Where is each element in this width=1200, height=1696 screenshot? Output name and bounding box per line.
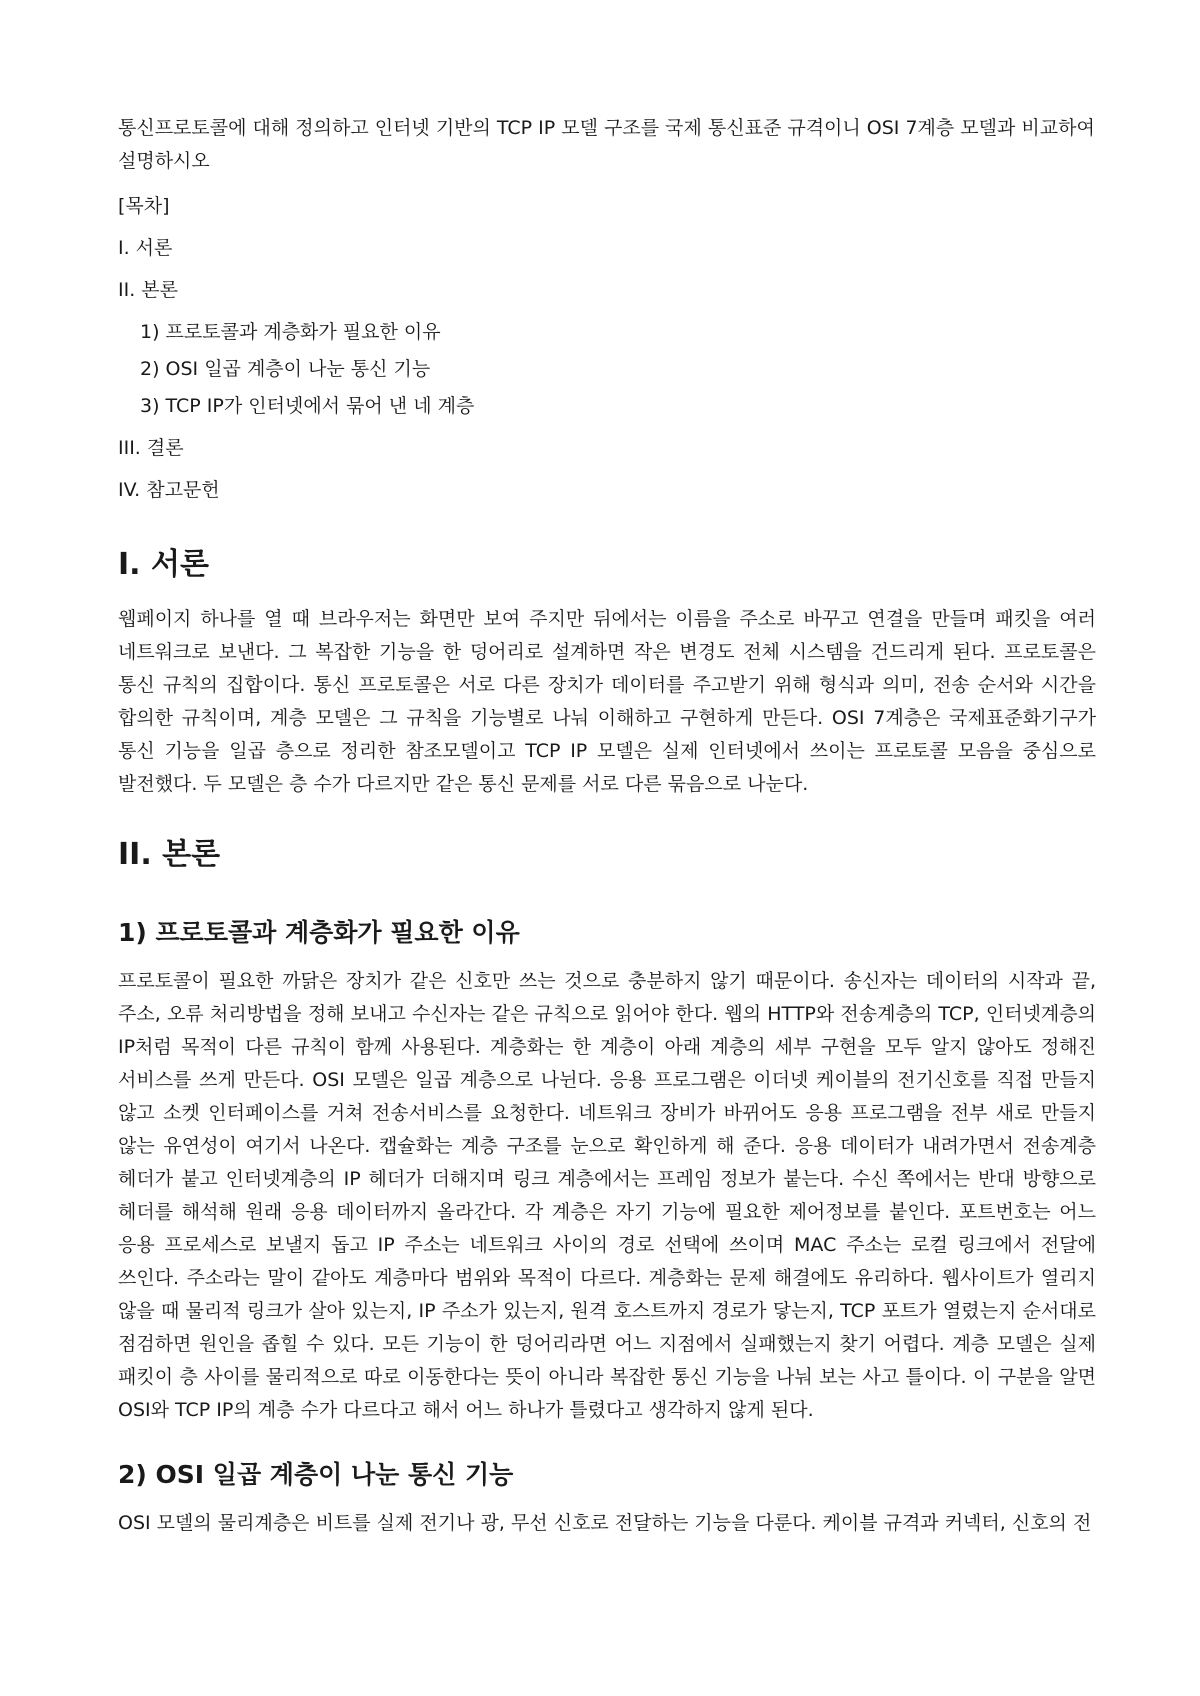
toc-subitem-3: 3) TCP IP가 인터넷에서 묶어 낸 네 계층 (140, 395, 475, 417)
intro-paragraph: 웹페이지 하나를 열 때 브라우저는 화면만 보여 주지만 뒤에서는 이름을 주소로 바꾸고 연결을 만들며 패킷을 여러 네트워크로 보낸다. 그 복잡한 기능을 한 덩어리로 설계하면 작은 변경도 전체 시스템을 건드리게 된다. 프로토콜은 통신 규칙의 집합이다. 통신 프로토콜은 서로 다른 장치가 데이터를 주고받기 위해 형식과 의미, 전송 순서와 시간을 합의한 규칙이며, 계층 모델은 그 규칙을 기능별로 나눠 이해하고 구현하게 만든다. OSI 7계층은 국제표준화기구가 통신 기능을 일곱 층으로 정리한 참조모델이고 TCP IP 모델은 실제 인터넷에서 쓰이는 프로토콜 모음을 중심으로 발전했다. 두 모델은 층 수가 다르지만 같은 통신 문제를 서로 다른 묶음으로 나눈다. (118, 608, 1096, 795)
toc-item-references: IV. 참고문헌 (118, 479, 220, 501)
subsection-heading-1: 1) 프로토콜과 계층화가 필요한 이유 (118, 918, 520, 947)
subsection-2-paragraph: OSI 모델의 물리계층은 비트를 실제 전기나 광, 무선 신호로 전달하는 기능을 다룬다. 케이블 규격과 커넥터, 신호의 전 (118, 1512, 1092, 1534)
toc-item-conclusion: III. 결론 (118, 437, 184, 459)
subsection-1-paragraph: 프로토콜이 필요한 까닭은 장치가 같은 신호만 쓰는 것으로 충분하지 않기 때문이다. 송신자는 데이터의 시작과 끝, 주소, 오류 처리방법을 정해 보내고 수신자는 같은 규칙으로 읽어야 한다. 웹의 HTTP와 전송계층의 TCP, 인터넷계층의 IP처럼 목적이 다른 규칙이 함께 사용된다. 계층화는 한 계층이 아래 계층의 세부 구현을 모두 알지 않아도 정해진 서비스를 쓰게 만든다. OSI 모델은 일곱 계층으로 나뉜다. 응용 프로그램은 이더넷 케이블의 전기신호를 직접 만들지 않고 소켓 인터페이스를 거쳐 전송서비스를 요청한다. 네트워크 장비가 바뀌어도 응용 프로그램을 전부 새로 만들지 않는 유연성이 여기서 나온다. 캡슐화는 계층 구조를 눈으로 확인하게 해 준다. 응용 데이터가 내려가면서 전송계층 헤더가 붙고 인터넷계층의 IP 헤더가 더해지며 링크 계층에서는 프레임 정보가 붙는다. 수신 쪽에서는 반대 방향으로 헤더를 해석해 원래 응용 데이터까지 올라간다. 각 계층은 자기 기능에 필요한 제어정보를 붙인다. 포트번호는 어느 응용 프로세스로 보낼지 돕고 IP 주소는 네트워크 사이의 경로 선택에 쓰이며 MAC 주소는 로컬 링크에서 전달에 쓰인다. 주소라는 말이 같아도 계층마다 범위와 목적이 다르다. 계층화는 문제 해결에도 유리하다. 웹사이트가 열리지 않을 때 물리적 링크가 살아 있는지, IP 주소가 있는지, 원격 호스트까지 경로가 닿는지, TCP 포트가 열렸는지 순서대로 점검하면 원인을 좁힐 수 있다. 모든 기능이 한 덩어리라면 어느 지점에서 실패했는지 찾기 어렵다. 계층 모델은 실제 패킷이 층 사이를 물리적으로 따로 이동한다는 뜻이 아니라 복잡한 통신 기능을 나눠 보는 사고 틀이다. 이 구분을 알면 OSI와 TCP IP의 계층 수가 다르다고 해서 어느 하나가 틀렸다고 생각하지 않게 된다. (118, 970, 1096, 1421)
subsection-heading-2: 2) OSI 일곱 계층이 나눈 통신 기능 (118, 1460, 514, 1489)
toc-subitem-2: 2) OSI 일곱 계층이 나눈 통신 기능 (140, 358, 431, 380)
assignment-prompt: 통신프로토콜에 대해 정의하고 인터넷 기반의 TCP IP 모델 구조를 국제 통신표준 규격이니 OSI 7계층 모델과 비교하여 설명하시오 (118, 117, 1095, 172)
section-heading-body: II. 본론 (118, 837, 221, 872)
section-heading-intro: I. 서론 (118, 547, 209, 582)
toc-item-body: II. 본론 (118, 279, 178, 301)
table-of-contents (118, 190, 1096, 507)
toc-item-intro: I. 서론 (118, 237, 173, 259)
toc-subitem-1: 1) 프로토콜과 계층화가 필요한 이유 (140, 321, 441, 343)
toc-title: [목차] (118, 195, 170, 217)
